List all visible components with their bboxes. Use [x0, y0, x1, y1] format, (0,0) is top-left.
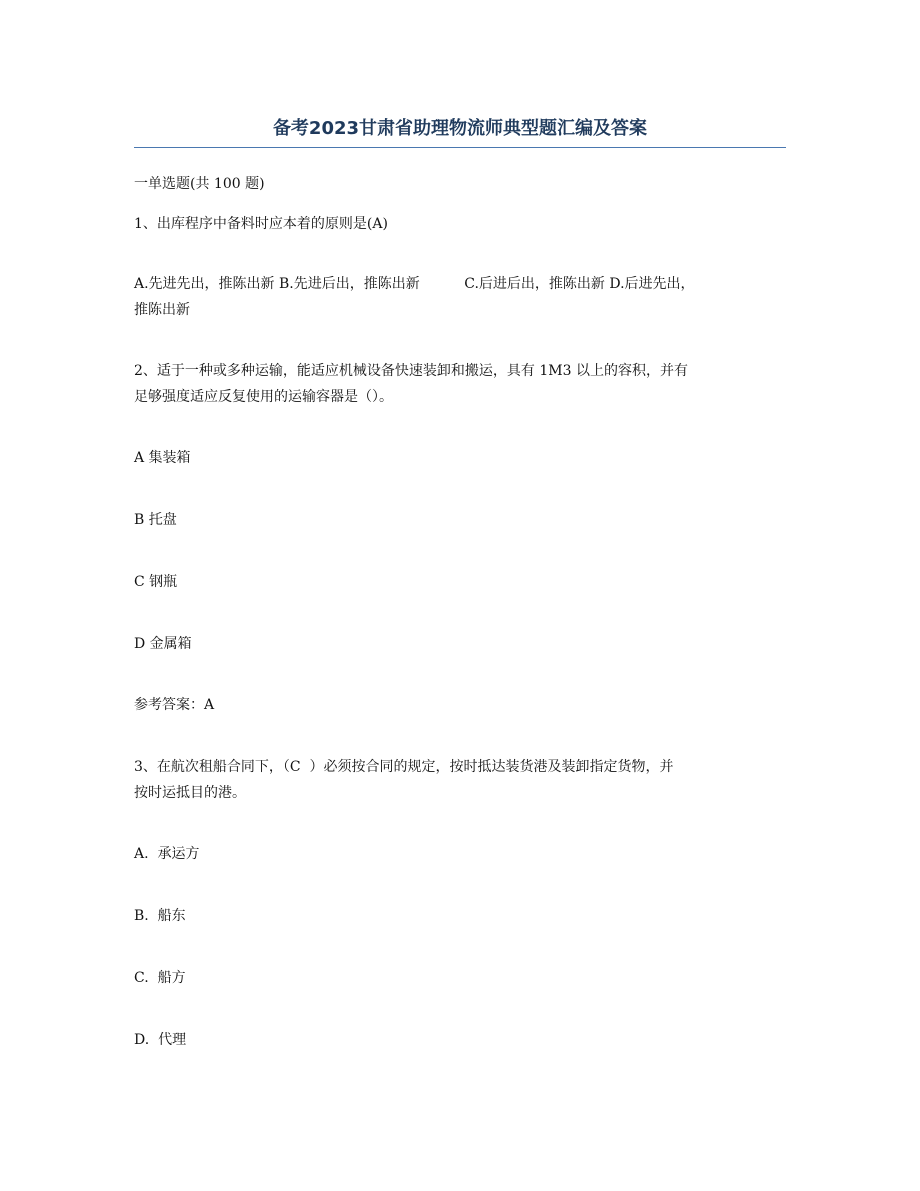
question-3-option-b: B. 船东: [134, 908, 186, 924]
question-3-stem-line-2: 按时运抵目的港。: [134, 785, 246, 801]
question-1-stem: 1、出库程序中备料时应本着的原则是(A): [134, 216, 388, 232]
question-2-stem-line-2: 足够强度适应反复使用的运输容器是（）。: [134, 389, 393, 405]
question-2-answer: 参考答案：A: [134, 697, 215, 713]
question-3-option-c: C. 船方: [134, 970, 186, 986]
question-2-option-d: D 金属箱: [134, 636, 192, 652]
question-1-options-line-1: A.先进先出，推陈出新 B.先进后出，推陈出新 C.后进后出，推陈出新 D.后进先出，: [134, 276, 695, 292]
question-3-option-d: D. 代理: [134, 1032, 187, 1048]
question-3-stem-line-1: 3、在航次租船合同下，（C ）必须按合同的规定，按时抵达装货港及装卸指定货物，并: [134, 759, 674, 775]
question-2-option-b: B 托盘: [134, 512, 177, 528]
question-2-option-a: A 集装箱: [134, 450, 191, 466]
question-1-options: [134, 271, 786, 323]
section-heading: 一单选题(共 100 题): [134, 176, 265, 192]
document-title: 备考2023甘肃省助理物流师典型题汇编及答案: [272, 118, 648, 139]
question-2-option-c: C 钢瓶: [134, 574, 178, 590]
title-underline: [134, 147, 786, 148]
question-2-stem-line-1: 2、适于一种或多种运输，能适应机械设备快速装卸和搬运，具有 1M3 以上的容积，并有: [134, 363, 688, 379]
question-2-stem: [134, 358, 786, 410]
question-3-option-a: A. 承运方: [134, 846, 200, 862]
question-3-stem: [134, 754, 786, 806]
question-1-options-line-2: 推陈出新: [134, 302, 190, 318]
